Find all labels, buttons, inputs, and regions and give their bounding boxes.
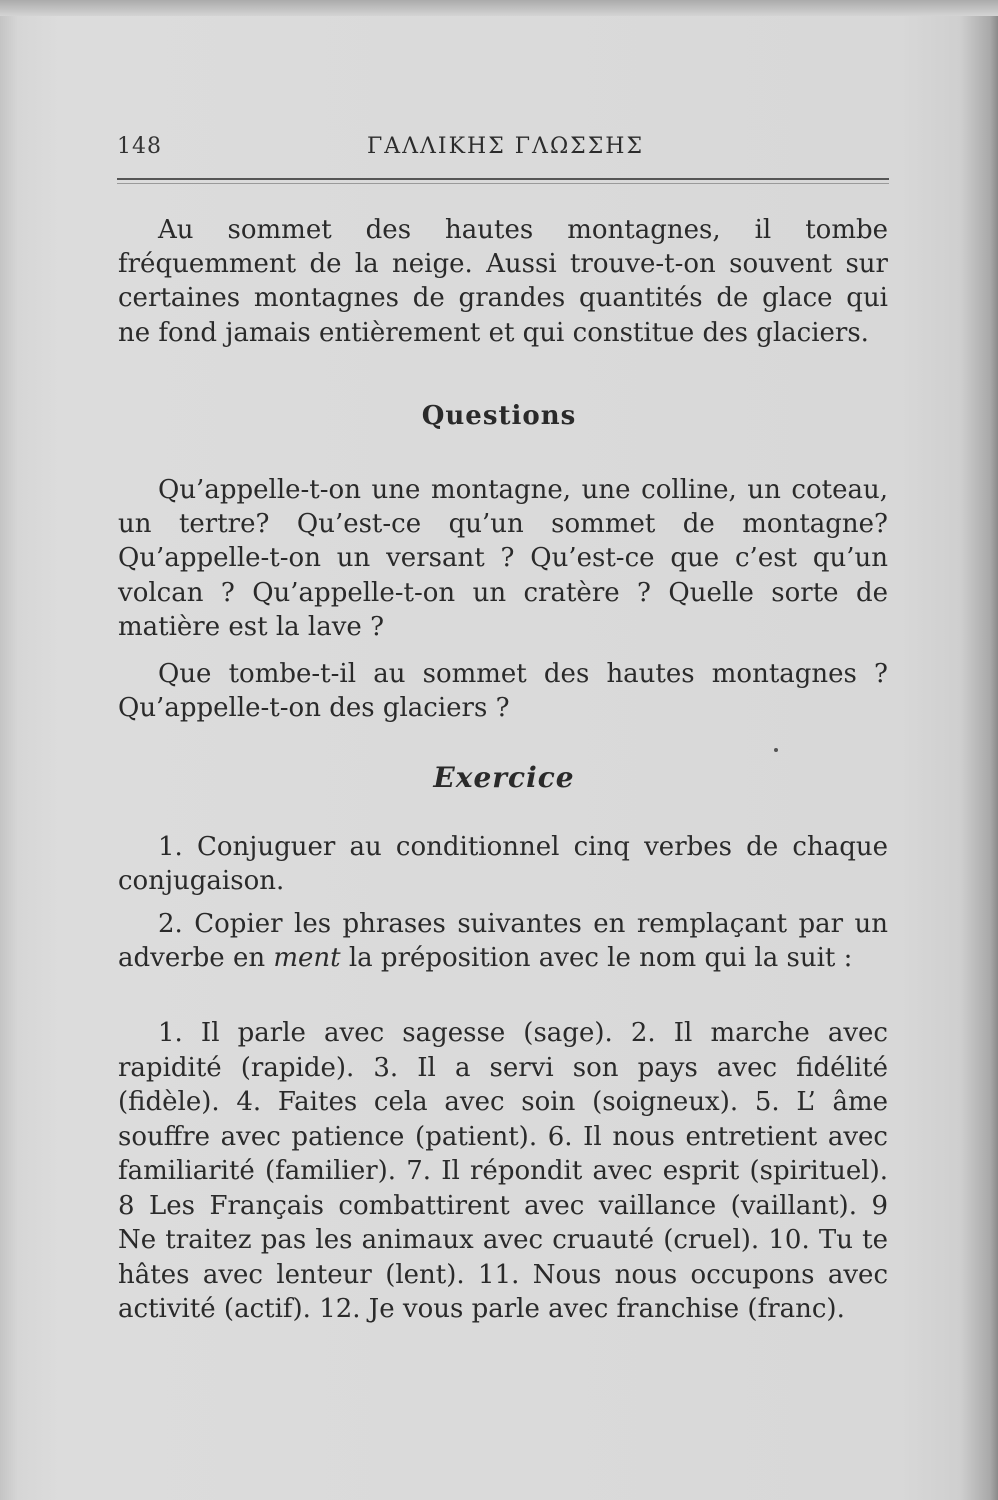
questions-paragraph-1: Qu’appelle-t-on une montagne, une colline, un coteau, un tertre? Qu’est-ce qu’un sommet de montagne? Qu’appelle-t-on un versant ? Qu’est-ce que c’est qu’un volcan ? Qu’appelle-t-on un cratère ? Quelle sorte de matière est la lave ? [118, 475, 888, 642]
questions-heading: Questions [421, 401, 577, 431]
running-title: ΓΑΛΛΙΚΗΣ ΓΛΩΣΣΗΣ [367, 134, 645, 159]
questions-paragraph-2: Que tombe-t-il au sommet des hautes montagnes ? Qu’appelle-t-on des glaciers ? [118, 659, 888, 724]
exercise-item-2-text-after: la préposition avec le nom qui la suit : [340, 943, 853, 974]
intro-paragraph: Au sommet des hautes montagnes, il tombe fréquemment de la neige. Aussi trouve-t-on souvent sur certaines montagnes de grandes quantités de glace qui ne fond jamais entièrement et qui constitue des glaciers. [118, 215, 888, 348]
exercise-item-2-emphasis: ment [273, 943, 341, 974]
exercise-item-2 [118, 907, 888, 975]
page-number: 148 [117, 134, 162, 159]
exercise-item-1: 1. Conjuguer au conditionnel cinq verbes de chaque conjugaison. [118, 832, 888, 897]
page-top-edge [0, 0, 998, 16]
print-speck [774, 748, 778, 752]
header-rule [117, 178, 889, 180]
running-head [117, 134, 887, 174]
exercise-sentences: 1. Il parle avec sagesse (sage). 2. Il marche avec rapidité (rapide). 3. Il a servi son pays avec fidélité (fidèle). 4. Faites cela avec soin (soigneux). 5. L’ âme souffre avec patience (patient). 6. Il nous entretient avec familiarité (familier). 7. Il répondit avec esprit (spirituel). 8 Les Français combattirent avec vaillance (vaillant). 9 Ne traitez pas les animaux avec cruauté (cruel). 10. Tu te hâtes avec lenteur (lent). 11. Nous nous occupons avec activité (actif). 12. Je vous parle avec franchise (franc). [118, 1018, 888, 1324]
header-rule-secondary [117, 183, 889, 184]
exercise-item-2-text-before: 2. Copier les phrases suivantes en remplaçant par un adverbe en [118, 909, 888, 974]
exercice-heading: Exercice [433, 761, 575, 794]
